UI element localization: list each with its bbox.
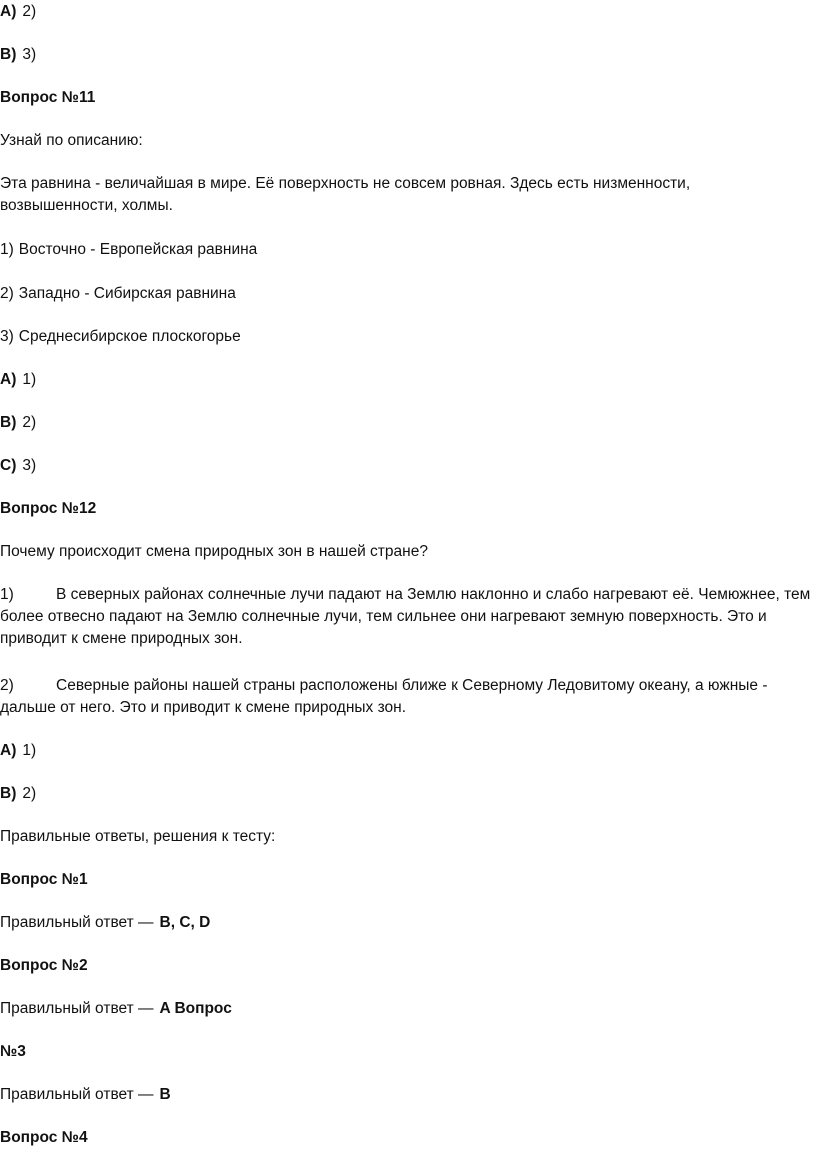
answer-1-heading: Вопрос №1 (0, 871, 88, 888)
q11-option-a (0, 370, 36, 390)
q11-option-b (0, 413, 36, 433)
q12-item-2 (0, 675, 812, 719)
item-text: Восточно - Европейская равнина (18, 241, 258, 258)
option-letter: A) (0, 3, 17, 20)
q11-item-1 (0, 240, 257, 260)
item-text: Среднесибирское плоскогорье (18, 328, 241, 345)
q12-option-a (0, 741, 36, 761)
answer-2-heading: Вопрос №2 (0, 957, 88, 974)
option-value: 3) (22, 46, 37, 63)
q11-option-c (0, 456, 36, 476)
q11-description: Эта равнина - величайшая в мире. Её поверхность не совсем ровная. Здесь есть низменности, возвышенности, холмы. (0, 175, 691, 214)
answer-value: B (159, 1086, 171, 1103)
answer-3-heading: №3 (0, 1043, 26, 1060)
q12-option-b (0, 784, 36, 804)
q11-item-3 (0, 327, 241, 347)
option-value: 2) (22, 785, 37, 802)
option-letter: A) (0, 371, 17, 388)
q10-option-a (0, 2, 36, 22)
answers-intro: Правильные ответы, решения к тесту: (0, 828, 276, 845)
answer-2 (0, 999, 232, 1019)
item-number: 1) (0, 241, 14, 258)
answer-1 (0, 913, 210, 933)
item-number: 2) (0, 677, 14, 694)
answer-value: B, C, D (159, 914, 211, 931)
q12-prompt: Почему происходит смена природных зон в нашей стране? (0, 543, 428, 560)
option-letter: C) (0, 457, 17, 474)
answer-label: Правильный ответ — (0, 1086, 154, 1103)
option-letter: B) (0, 785, 17, 802)
option-value: 2) (22, 3, 37, 20)
answer-3 (0, 1085, 171, 1105)
q11-item-2 (0, 284, 236, 304)
option-letter: B) (0, 46, 17, 63)
item-number: 3) (0, 328, 14, 345)
q11-prompt: Узнай по описанию: (0, 132, 143, 149)
item-number: 1) (0, 586, 14, 603)
q11-heading: Вопрос №11 (0, 89, 96, 106)
option-value: 1) (22, 371, 37, 388)
q12-heading: Вопрос №12 (0, 500, 97, 517)
item-number: 2) (0, 285, 14, 302)
answer-value: A Вопрос (159, 1000, 232, 1017)
option-letter: B) (0, 414, 17, 431)
item-text: В северных районах солнечные лучи падают на Землю наклонно и слабо нагревают её. Чемюжнее, тем более отвесно падают на Землю солнечные лучи, тем сильнее они нагревают земную поверхность. Это и приводит к смене природных зон. (0, 586, 811, 647)
answer-4-heading: Вопрос №4 (0, 1129, 88, 1146)
answer-label: Правильный ответ — (0, 914, 154, 931)
option-value: 1) (22, 742, 37, 759)
option-value: 2) (22, 414, 37, 431)
option-value: 3) (22, 457, 37, 474)
option-letter: A) (0, 742, 17, 759)
answer-label: Правильный ответ — (0, 1000, 154, 1017)
q12-item-1 (0, 584, 812, 650)
item-text: Западно - Сибирская равнина (18, 285, 236, 302)
item-text: Северные районы нашей страны расположены ближе к Северному Ледовитому океану, а южные - дальше от него. Это и приводит к смене природных зон. (0, 677, 768, 716)
q10-option-b (0, 45, 36, 65)
